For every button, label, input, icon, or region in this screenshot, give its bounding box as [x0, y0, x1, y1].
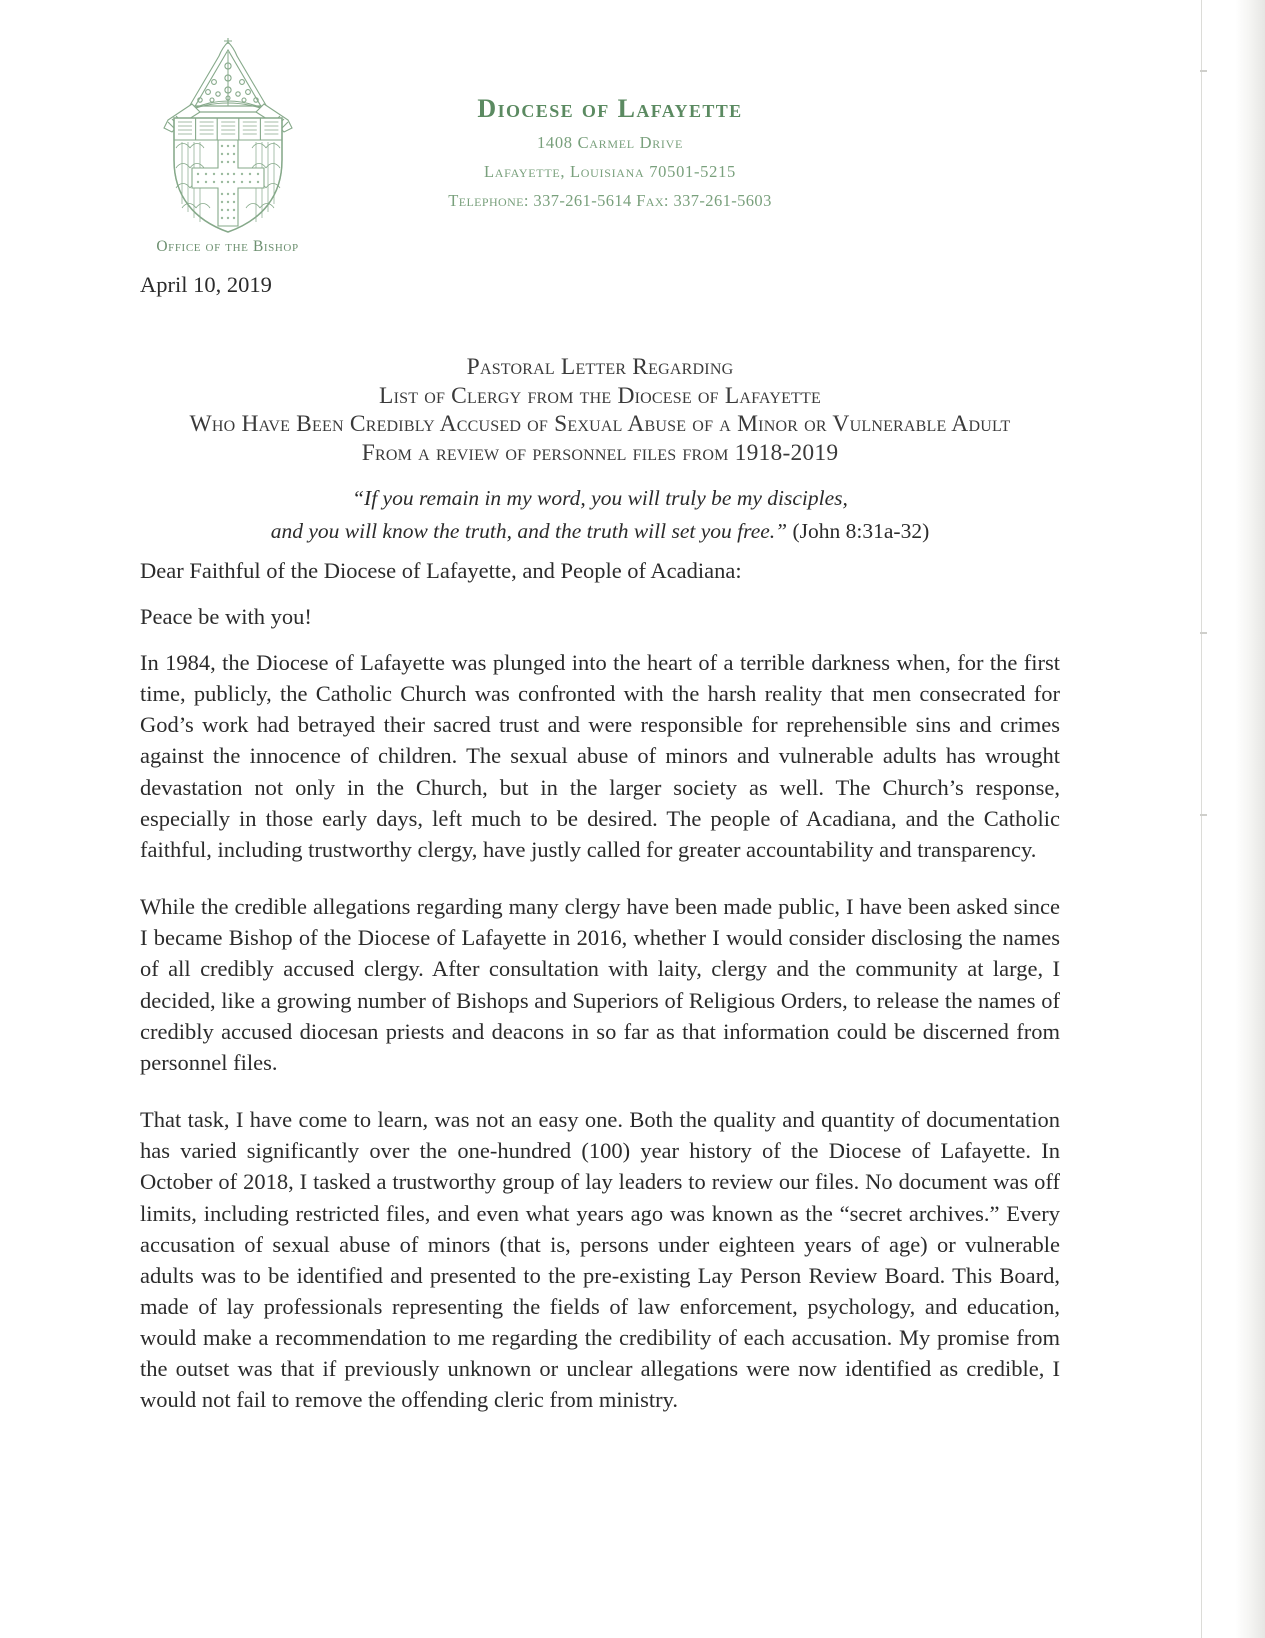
city-state-zip: Lafayette, Louisiana 70501-5215	[484, 162, 736, 181]
title-line-2: List of Clergy from the Diocese of Lafayette	[379, 382, 821, 409]
greeting: Peace be with you!	[140, 604, 312, 629]
telephone-fax: Telephone: 337-261-5614 Fax: 337-261-5603	[448, 191, 772, 210]
coat-of-arms-icon	[152, 36, 304, 236]
title-line-1: Pastoral Letter Regarding	[466, 354, 734, 380]
crest-block	[140, 36, 315, 256]
scan-edge-shadow	[1199, 0, 1265, 1638]
scripture-line-2: and you will know the truth, and the truth will set you free.”	[270, 518, 788, 543]
body-paragraph: That task, I have come to learn, was not an easy one. Both the quality and quantity of documentation has varied significantly over the one-hundred (100) year history of the Diocese of Lafayette. In October of 2018, I tasked a trustworthy group of lay leaders to review our files. No document was off limits, including restricted files, and even what years ago was known as the “secret archives.” Every accusation of sexual abuse of minors (that is, persons under eighteen years of age) or vulnerable adults was to be identified and presented to the pre-existing Lay Person Review Board. This Board, made of lay professionals representing the fields of law enforcement, psychology, and education, would make a recommendation to me regarding the credibility of each accusation. My promise from the outset was that if previously unknown or unclear allegations were now identified as credible, I would not fail to remove the offending cleric from ministry.	[140, 1107, 1060, 1413]
letter-title-block	[140, 353, 1060, 468]
street-address: 1408 Carmel Drive	[536, 133, 684, 152]
body-paragraph: In 1984, the Diocese of Lafayette was plunged into the heart of a terrible darkness when, for the first time, publicly, the Catholic Church was confronted with the harsh reality that men consecrated for God’s work had betrayed their sacred trust and were responsible for reprehensible sins and crimes against the innocence of children. The sexual abuse of minors and vulnerable adults has wrought devastation not only in the Church, but in the larger society as well. The Church’s response, especially in those early days, left much to be desired. The people of Acadiana, and the Catholic faithful, including trustworthy clergy, have justly called for greater accountability and transparency.	[140, 650, 1060, 862]
salutation: Dear Faithful of the Diocese of Lafayette, and People of Acadiana:	[140, 558, 742, 583]
scan-mark	[1200, 814, 1207, 816]
masthead	[330, 94, 890, 211]
body-paragraph: While the credible allegations regarding many clergy have been made public, I have been asked since I became Bishop of the Diocese of Lafayette in 2016, whether I would consider disclosing the names of all credibly accused clergy. After consultation with laity, clergy and the community at large, I decided, like a growing number of Bishops and Superiors of Religious Orders, to release the names of credibly accused diocesan priests and deacons in so far as that information could be discerned from personnel files.	[140, 894, 1060, 1075]
scripture-citation: (John 8:31a-32)	[787, 518, 930, 543]
letter-body	[140, 647, 1060, 1416]
letterhead	[0, 36, 1100, 261]
scan-mark	[1200, 70, 1207, 72]
office-of-the-bishop-label: Office of the Bishop	[156, 238, 299, 255]
scripture-line-1: “If you remain in my word, you will truly be my disciples,	[352, 486, 848, 510]
title-line-4: From a review of personnel files from 1918-2019	[361, 439, 839, 466]
scan-mark	[1200, 632, 1207, 634]
title-line-3: Who Have Been Credibly Accused of Sexual Abuse of a Minor or Vulnerable Adult	[189, 411, 1011, 438]
scripture-line-2-wrap	[140, 515, 1060, 548]
diocese-name: Diocese of Lafayette	[477, 94, 743, 123]
scan-edge-line	[1201, 0, 1202, 1638]
letter-date: April 10, 2019	[140, 272, 272, 297]
scripture-quote	[140, 482, 1060, 547]
